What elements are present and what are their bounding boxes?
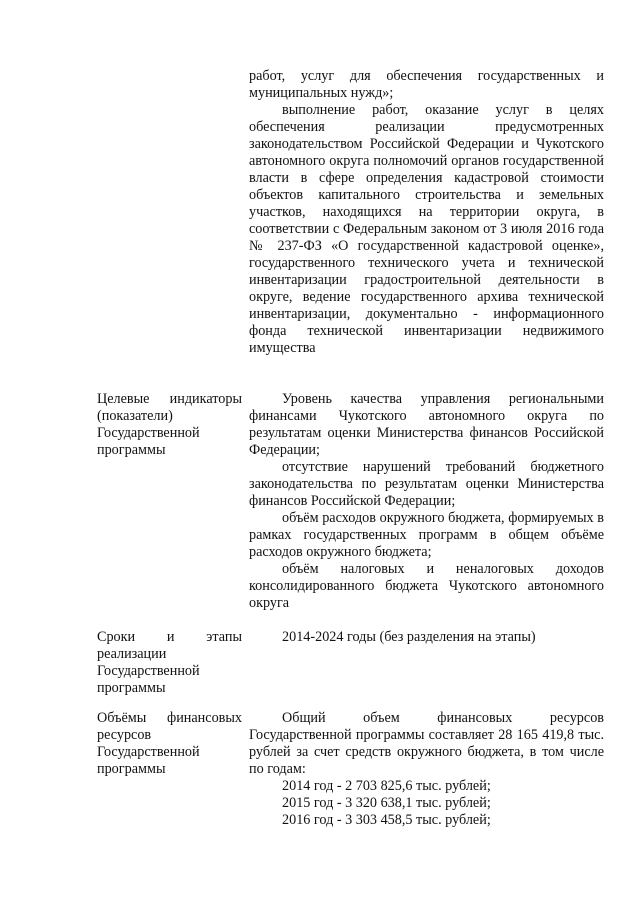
terms-content xyxy=(249,629,604,646)
funding-year-item: 2014 год - 2 703 825,6 тыс. рублей; xyxy=(282,778,491,794)
funding-year-item: 2016 год - 3 303 458,5 тыс. рублей; xyxy=(282,812,491,828)
indicator-item: Уровень качества управления региональными финансами Чукотского автономного округа по результатам оценки Министерства финансов Российской Федерации; xyxy=(249,391,604,458)
indicator-item: отсутствие нарушений требований бюджетного законодательства по результатам оценки Министерства финансов Российской Федерации; xyxy=(249,459,604,509)
indicators-content xyxy=(249,391,604,612)
funding-intro: Общий объем финансовых ресурсов Государственной программы составляет 28 165 419,8 тыс. рублей за счет средств окружного бюджета, в том числе по годам: xyxy=(249,710,604,777)
terms-text: 2014-2024 годы (без разделения на этапы) xyxy=(282,629,536,645)
funding-year-item: 2015 год - 3 320 638,1 тыс. рублей; xyxy=(282,795,491,811)
tasks-content xyxy=(249,68,604,357)
indicator-item: объём налоговых и неналоговых доходов консолидированного бюджета Чукотского автономного округа xyxy=(249,561,604,611)
indicator-item: объём расходов окружного бюджета, формируемых в рамках государственных программ в общем объёме расходов окружного бюджета; xyxy=(249,510,604,560)
indicators-label: Целевые индикаторы (показатели) Государственной программы xyxy=(97,391,242,458)
tasks-paragraph: выполнение работ, оказание услуг в целях обеспечения реализации предусмотренных законодательством Российской Федерации и Чукотского автономного округа полномочий органов государственной власти в сфере определения кадастровой стоимости объектов капитального строительства и земельных участков, находящихся на территории округа, в соответствии с Федеральным законом от 3 июля 2016 года № 237-ФЗ «О государственной кадастровой оценке», государственного технического учета и технической инвентаризации градостроительной деятельности в округе, ведение государственного архива технической инвентаризации, документально - информационного фонда технической инвентаризации недвижимого имущества xyxy=(249,102,604,356)
terms-label: Сроки и этапы реализации Государственной программы xyxy=(97,629,242,696)
tasks-paragraph: работ, услуг для обеспечения государственных и муниципальных нужд»; xyxy=(249,68,604,101)
funding-content xyxy=(249,710,604,829)
funding-label: Объёмы финансовых ресурсов Государственной программы xyxy=(97,710,242,777)
